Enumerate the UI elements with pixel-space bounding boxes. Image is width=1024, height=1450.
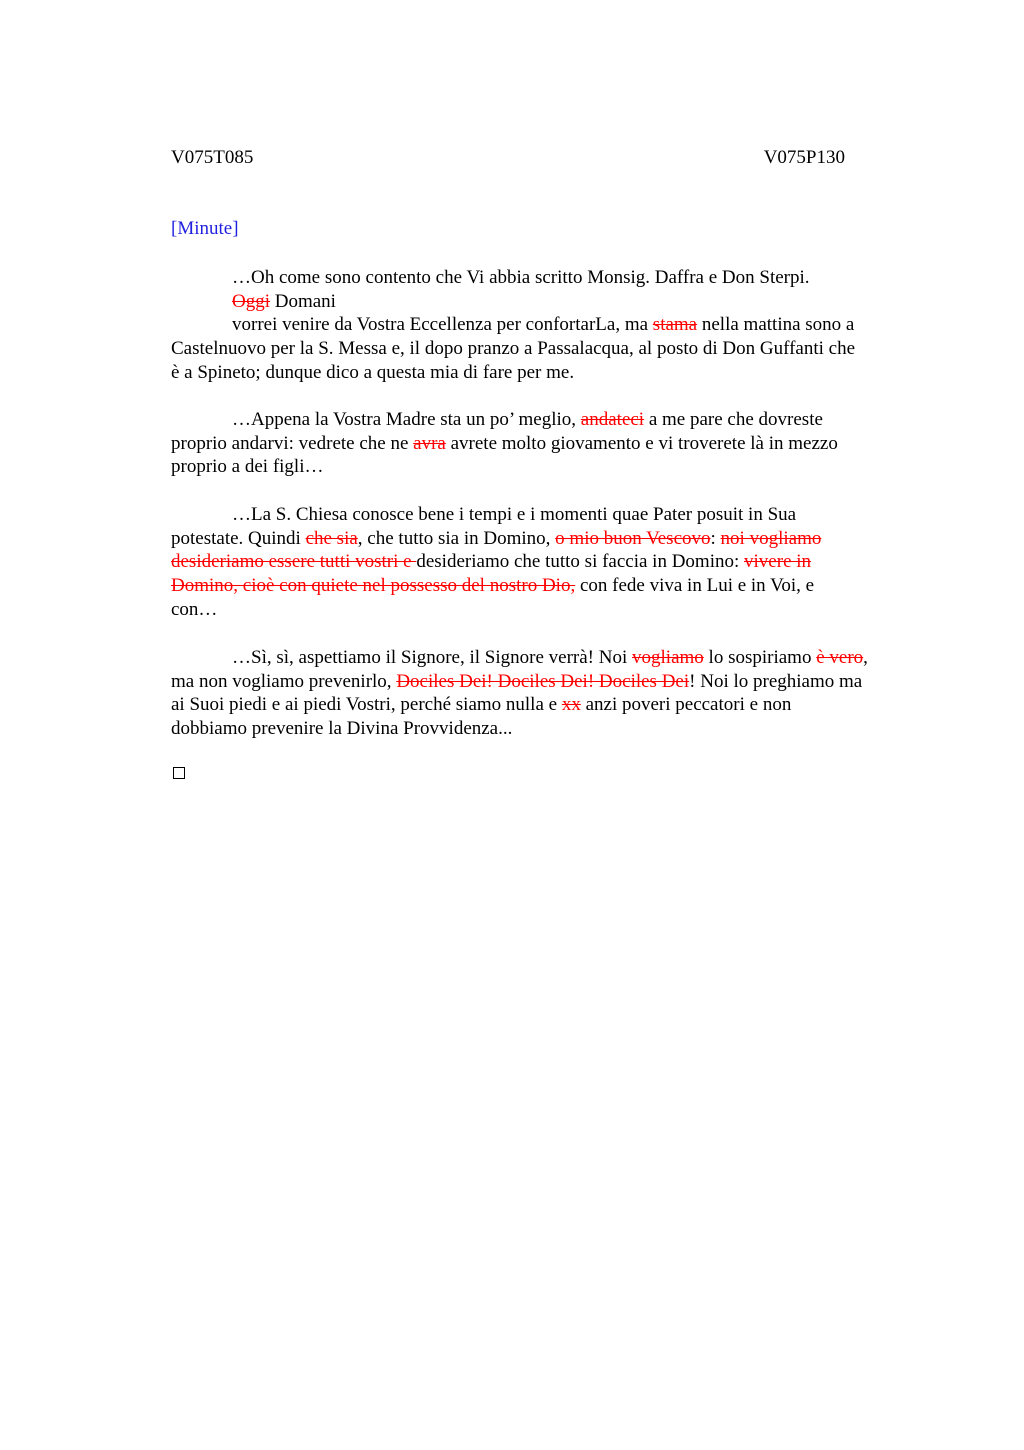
empty-square-icon: [173, 767, 185, 779]
deleted-text: Domino, cioè con quiete nel possesso del nostro Dio,: [171, 575, 576, 597]
inline-text: avrete molto giovamento e vi troverete là in mezzo: [445, 432, 838, 454]
deleted-text: stama: [652, 314, 698, 336]
paragraph-1-line-3: [171, 313, 927, 337]
inline-text: desideriamo che tutto si faccia in Domino:: [416, 551, 745, 573]
deleted-text: è vero: [816, 647, 864, 668]
inline-text: ma non vogliamo prevenirlo,: [171, 670, 397, 692]
paragraph-3-line-1: …La S. Chiesa conosce bene i tempi e i momenti quae Pater posuit in Sua: [232, 504, 797, 525]
paragraph-2: [171, 408, 927, 479]
inline-text: …Appena la Vostra Madre sta un po’ meglio,: [232, 409, 581, 430]
deleted-text: vogliamo: [632, 647, 704, 668]
paragraph-2-line-3: proprio a dei figli…: [171, 456, 324, 478]
inline-text: ,: [863, 647, 868, 668]
paragraph-4-line-3: [171, 693, 927, 717]
inline-text: ! Noi lo preghiamo ma: [689, 670, 863, 692]
deleted-text: vivere in: [744, 551, 812, 573]
paragraph-3-line-2: [171, 527, 927, 551]
document-code-right: V075P130: [763, 147, 845, 168]
deleted-text: andateci: [580, 409, 645, 430]
inline-text: :: [710, 527, 721, 549]
inline-text: lo sospiriamo: [703, 647, 817, 668]
inline-text: , che tutto sia in Domino,: [357, 527, 556, 549]
inline-text: nella mattina sono a: [697, 314, 855, 336]
paragraph-4-line-4: dobbiamo prevenire la Divina Provvidenza...: [171, 718, 513, 740]
inline-text: a me pare che dovreste: [644, 409, 823, 430]
paragraph-1-line-4: Castelnuovo per la S. Messa e, il dopo pranzo a Passalacqua, al posto di Don Guffanti che: [171, 338, 856, 360]
paragraph-3-line-3: [171, 550, 927, 574]
inline-text: …Sì, sì, aspettiamo il Signore, il Signore verrà! Noi: [232, 647, 633, 668]
paragraph-4-line-2: [171, 670, 927, 694]
paragraph-1: [171, 266, 927, 385]
document-code-left: V075T085: [171, 147, 254, 168]
inline-text: vorrei venire da Vostra Eccellenza per confortarLa, ma: [232, 314, 653, 336]
paragraph-4-line-1: [171, 646, 927, 670]
paragraph-1-line-2: [171, 290, 927, 314]
deleted-text: Dociles Dei! Dociles Dei! Dociles Dei: [396, 670, 690, 692]
deleted-text: noi vogliamo: [720, 527, 822, 549]
deleted-text: o mio buon Vescovo: [555, 527, 711, 549]
paragraph-3-line-5: con…: [171, 598, 218, 620]
paragraph-3: [171, 503, 927, 622]
paragraph-2-line-2: [171, 432, 927, 456]
paragraph-1-line-5: è a Spineto; dunque dico a questa mia di fare per me.: [171, 361, 575, 383]
paragraph-1-line-1: …Oh come sono contento che Vi abbia scritto Monsig. Daffra e Don Sterpi.: [232, 267, 810, 288]
deleted-text: Oggi: [232, 290, 270, 312]
paragraph-4: [171, 646, 927, 741]
inline-text: proprio andarvi: vedrete che ne: [171, 432, 414, 454]
inline-text: Domani: [270, 290, 336, 312]
paragraph-2-line-1: [171, 408, 927, 432]
inline-text: con fede viva in Lui e in Voi, e: [575, 575, 815, 597]
inline-text: ai Suoi piedi e ai piedi Vostri, perché siamo nulla e: [171, 694, 562, 716]
paragraph-3-line-4: [171, 574, 927, 598]
deleted-text: avra: [413, 432, 446, 454]
document-header: [171, 146, 845, 170]
inline-text: potestate. Quindi: [171, 527, 306, 549]
deleted-text: che sia: [305, 527, 358, 549]
inline-text: anzi poveri peccatori e non: [580, 694, 792, 716]
deleted-text: xx: [561, 694, 581, 716]
deleted-text: desideriamo essere tutti vostri e: [171, 551, 417, 573]
minute-label: [Minute]: [171, 218, 239, 239]
